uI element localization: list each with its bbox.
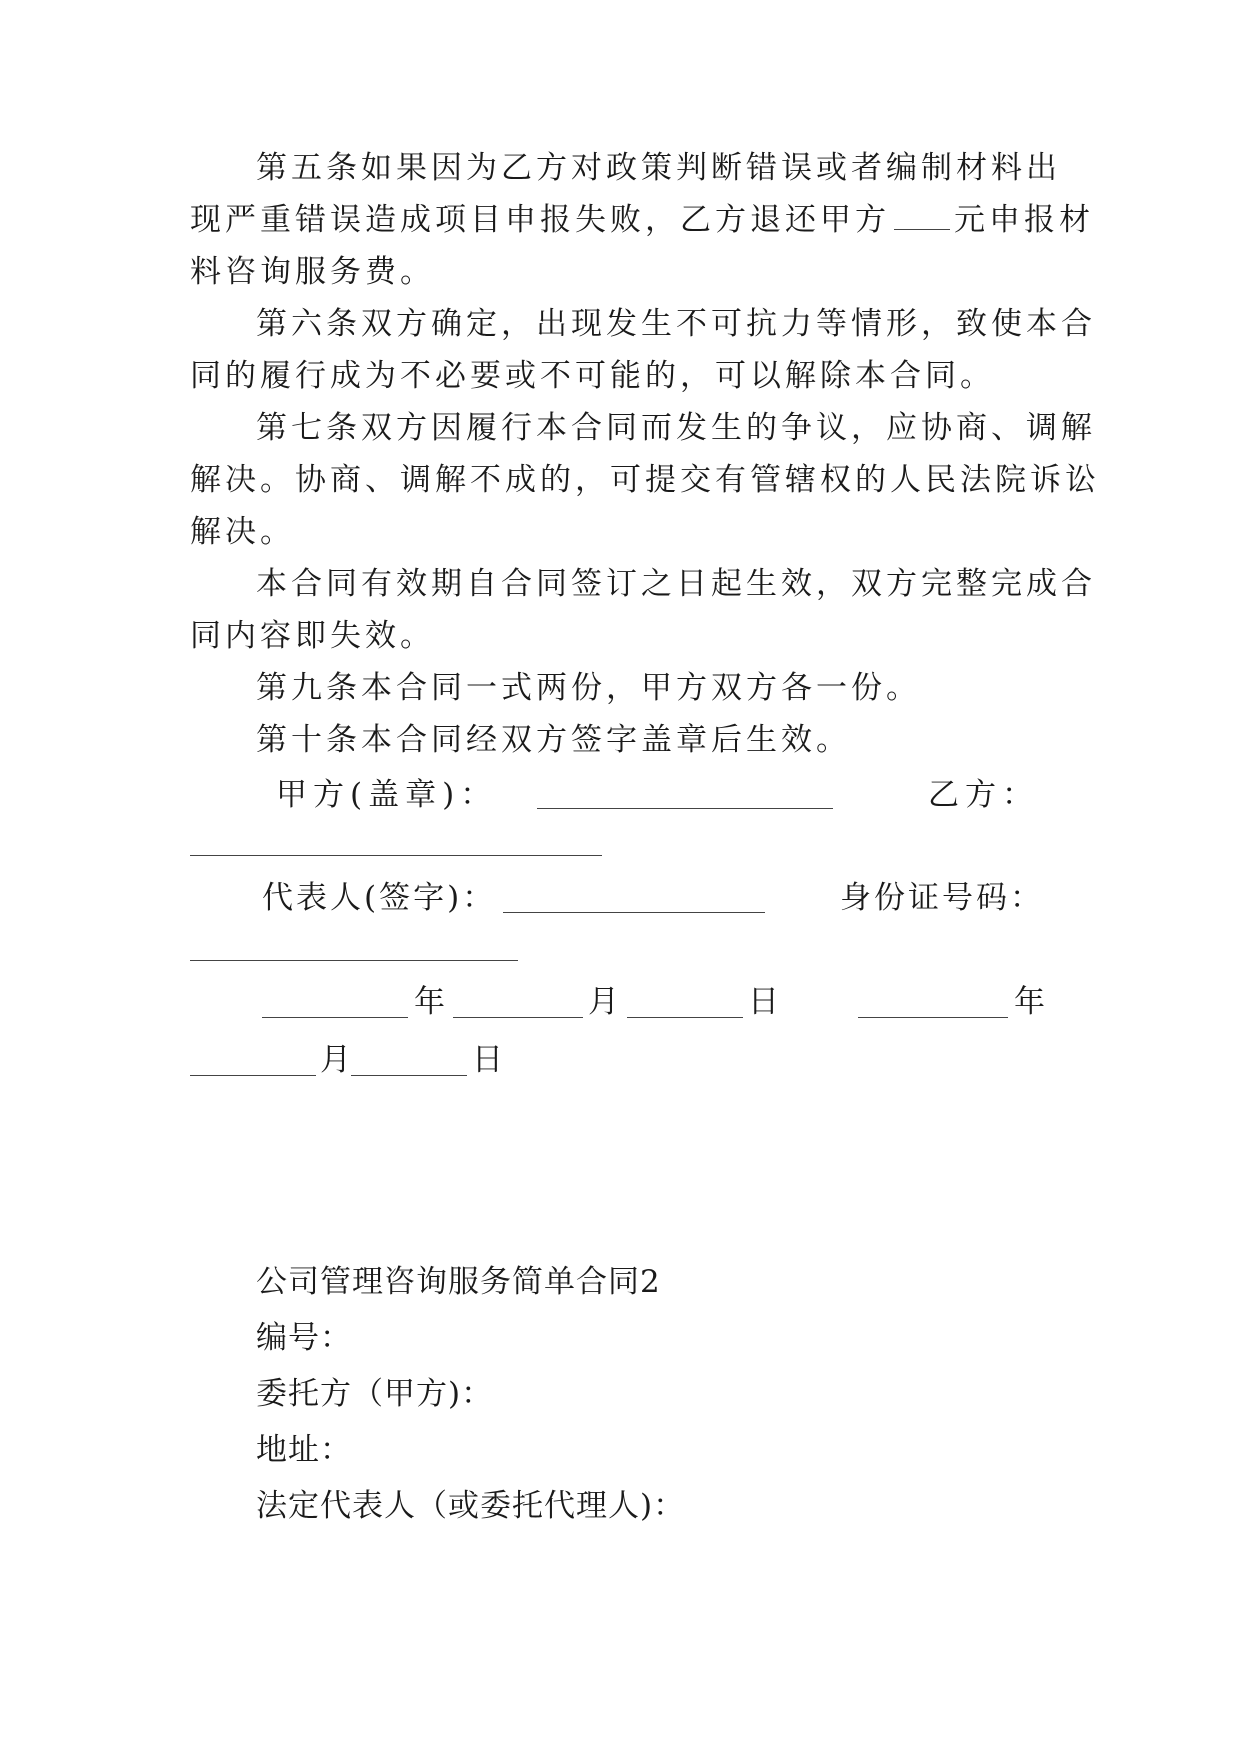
article10: 第十条本合同经双方签字盖章后生效。 <box>256 722 851 758</box>
article5-line3: 料咨询服务费。 <box>190 254 435 290</box>
fee-blank <box>894 205 950 230</box>
id-number-label: 身份证号码： <box>840 880 1044 916</box>
party-a-day-blank <box>627 1017 743 1018</box>
article6-line2: 同的履行成为不必要或不可能的，可以解除本合同。 <box>190 358 995 394</box>
validity-line1: 本合同有效期自合同签订之日起生效，双方完整完成合 <box>256 566 1096 602</box>
article5-line2-text-b: 元申报材 <box>954 202 1094 238</box>
representative-label: 代表人(签字)： <box>262 880 497 916</box>
article7-line3: 解决。 <box>190 514 295 550</box>
contract2-legal-rep-label: 法定代表人（或委托代理人)： <box>256 1488 686 1524</box>
article5-line2-text-a: 现严重错误造成项目申报失败，乙方退还甲方 <box>190 202 890 238</box>
party-a-month-blank <box>453 1017 583 1018</box>
id-number-line <box>190 960 518 961</box>
party-b-year-label: 年 <box>1014 984 1049 1020</box>
article6-line1: 第六条双方确定，出现发生不可抗力等情形，致使本合 <box>256 306 1096 342</box>
party-b-day-label: 日 <box>472 1042 507 1078</box>
party-b-year-blank <box>858 1017 1008 1018</box>
article7-line1: 第七条双方因履行本合同而发生的争议，应协商、调解 <box>256 410 1096 446</box>
validity-line2: 同内容即失效。 <box>190 618 435 654</box>
party-b-label: 乙方： <box>928 777 1039 813</box>
article9: 第九条本合同一式两份，甲方双方各一份。 <box>256 670 921 706</box>
party-a-month-label: 月 <box>588 984 623 1020</box>
representative-signature-line <box>503 912 765 913</box>
article7-line2: 解决。协商、调解不成的，可提交有管辖权的人民法院诉讼 <box>190 462 1100 498</box>
party-b-month-label: 月 <box>320 1042 355 1078</box>
contract2-client-label: 委托方（甲方)： <box>256 1376 494 1412</box>
party-b-month-blank <box>190 1075 316 1076</box>
contract2-address-label: 地址： <box>256 1432 352 1468</box>
contract2-title: 公司管理咨询服务简单合同2 <box>256 1264 661 1300</box>
party-a-day-label: 日 <box>748 984 783 1020</box>
article5-line2 <box>190 200 1094 240</box>
party-b-day-blank <box>351 1075 467 1076</box>
party-a-label: 甲方(盖章)： <box>276 777 498 813</box>
party-b-signature-line <box>190 855 602 856</box>
party-a-year-label: 年 <box>414 984 449 1020</box>
contract2-number-label: 编号： <box>256 1320 352 1356</box>
article5-line1: 第五条如果因为乙方对政策判断错误或者编制材料出 <box>256 150 1061 186</box>
party-a-signature-line <box>537 808 833 809</box>
party-a-year-blank <box>262 1017 408 1018</box>
